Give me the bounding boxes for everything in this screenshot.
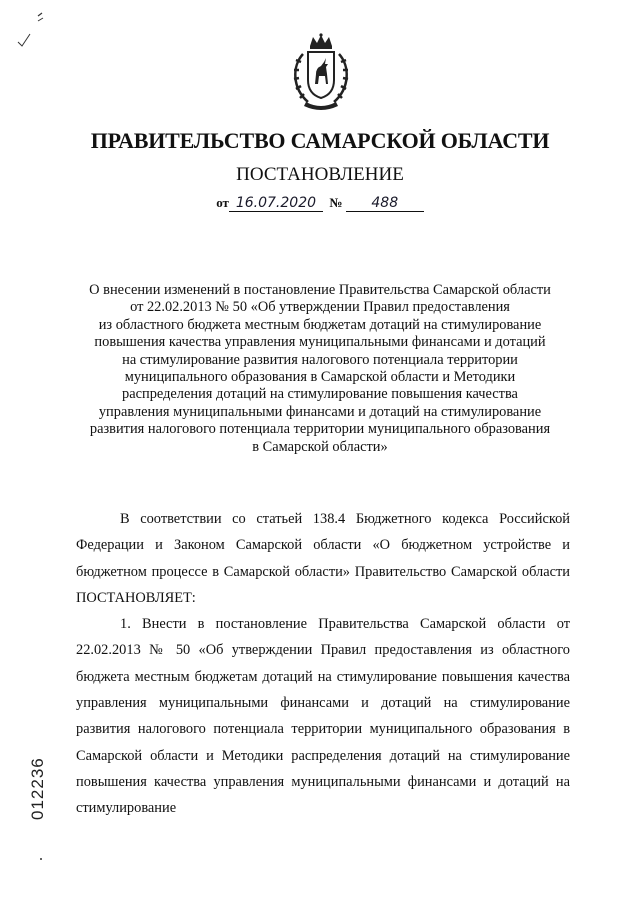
- document-type: ПОСТАНОВЛЕНИЕ: [236, 164, 404, 185]
- subject-line: развития налогового потенциала территории муниципального образования: [89, 421, 551, 438]
- document-subject: [60, 282, 580, 456]
- organization-title: ПРАВИТЕЛЬСТВО САМАРСКОЙ ОБЛАСТИ: [90, 128, 550, 153]
- subject-line: на стимулирование развития налогового потенциала территории: [122, 351, 518, 368]
- subject-line: от 22.02.2013 № 50 «Об утверждении Правил предоставления: [130, 299, 510, 316]
- scan-speck: [40, 858, 42, 860]
- number-prefix: №: [329, 195, 343, 210]
- subject-line: повышения качества управления муниципальными финансами и дотаций: [94, 334, 546, 351]
- subject-line: в Самарской области»: [252, 438, 388, 455]
- date-prefix: от: [216, 195, 229, 210]
- handwritten-number: 488: [346, 195, 424, 212]
- registration-number: 012236: [28, 757, 47, 820]
- samara-coat-of-arms-icon: [286, 32, 356, 112]
- subject-line: управления муниципальными финансами и дотаций на стимулирование: [98, 403, 542, 420]
- document-body: [76, 506, 570, 822]
- subject-line: О внесении изменений в постановление Правительства Самарской области: [89, 282, 551, 298]
- body-paragraph-1: В соответствии со статьей 138.4 Бюджетного кодекса Российской Федерации и Законом Самарской области «О бюджетном устройстве и бюджетном процессе в Самарской области» Правительство Самарской области ПОСТАНОВЛЯЕТ:: [76, 511, 570, 606]
- handwritten-mark-icon: [16, 10, 46, 50]
- date-number-line: [0, 195, 640, 217]
- handwritten-date: 16.07.2020: [229, 195, 323, 212]
- body-paragraph-2: 1. Внести в постановление Правительства Самарской области от 22.02.2013 № 50 «Об утверждении Правил предоставления из областного бюджета местным бюджетам дотаций на стимулирование повышения качества управления муниципальными финансами и дотаций на стимулирование развития налогового потенциала территории муниципального образования в Самарской области и Методики распределения дотаций на стимулирование повышения качества управления муниципальными финансами и дотаций на стимулирование: [76, 616, 570, 817]
- subject-line: из областного бюджета местным бюджетам дотаций на стимулирование: [98, 316, 542, 333]
- subject-line: муниципального образования в Самарской области и Методики: [124, 369, 516, 386]
- subject-line: распределения дотаций на стимулирование повышения качества: [122, 386, 518, 403]
